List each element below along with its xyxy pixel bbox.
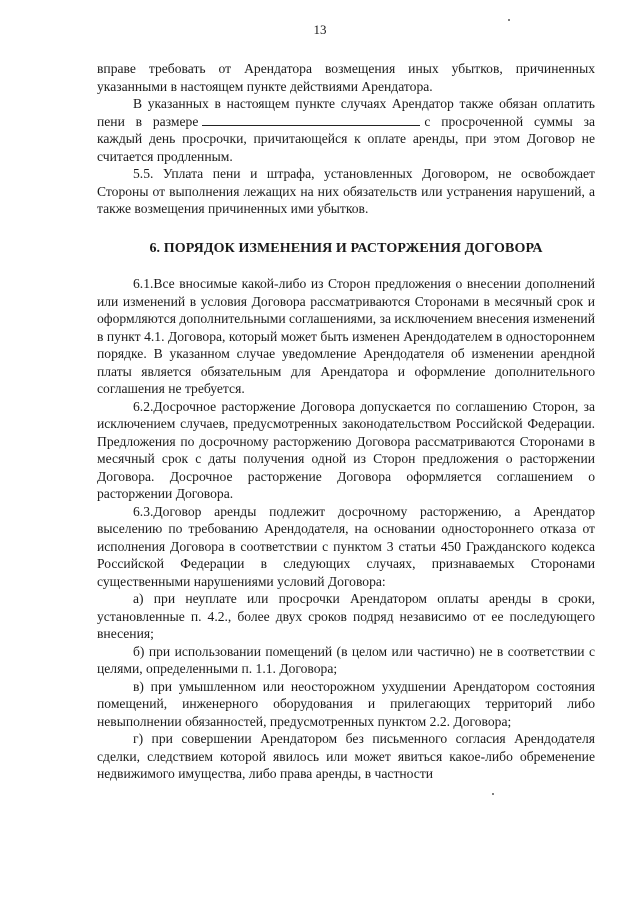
scan-speck xyxy=(492,793,494,795)
blank-fill-line xyxy=(202,113,420,126)
paragraph-continuation: вправе требовать от Арендатора возмещения иных убытков, причиненных указанными в настоящем пункте действиями Арендатора. xyxy=(97,61,595,94)
paragraph-penalty xyxy=(97,95,595,165)
paragraph-6-3: 6.3.Договор аренды подлежит досрочному расторжению, а Арендатор выселению по требованию Арендодателя, на основании одностороннего отказа от исполнения Договора в соответствии с пунктом 3 статьи 450 Гражданского кодекса Российской Федерации в следующих случаях, признаваемых Сторонами существенными нарушениями условий Договора: xyxy=(97,503,595,589)
document-body xyxy=(97,60,595,783)
list-item-b: б) при использовании помещений (в целом или частично) не в соответствии с целями, определенными п. 1.1. Договора; xyxy=(97,643,595,676)
paragraph-6-2: 6.2.Досрочное расторжение Договора допускается по соглашению Сторон, за исключением случаев, предусмотренных законодательством Российской Федерации. Предложения по досрочному расторжению Договора рассматриваются Сторонами в месячный срок с даты получения одной из Сторон предложения о расторжении Договора. Досрочное расторжение Договора оформляется соглашением о расторжении Договора. xyxy=(97,398,595,501)
list-item-g: г) при совершении Арендатором без письменного согласия Арендодателя сделки, следствием которой явилось или может явиться какое-либо обременение недвижимого имущества, либо права аренды, в частности xyxy=(97,731,595,781)
page-number: 13 xyxy=(313,22,327,37)
list-item-v: в) при умышленном или неосторожном ухудшении Арендатором состояния помещений, инженерного оборудования и прилегающих территорий либо невыполнении обязанностей, предусмотренных пунктом 2.2. Договора; xyxy=(97,678,595,729)
scan-speck xyxy=(508,19,510,21)
paragraph-penalty-start: В указанных в настоящем пункте случаях Арендатор также обязан оплатить пени в размере xyxy=(97,96,595,129)
list-item-a: а) при неуплате или просрочки Арендатором оплаты аренды в сроки, установленные п. 4.2., более двух сроков подряд независимо от ее последующего внесения; xyxy=(97,591,595,641)
paragraph-6-1: 6.1.Все вносимые какой-либо из Сторон предложения о внесении дополнений или изменений в условия Договора рассматриваются Сторонами в месячный срок и оформляются дополнительными соглашениями, за исключением внесения изменений в пункт 4.1. Договора, который может быть изменен Арендодателем в одностороннем порядке. В указанном случае уведомление Арендодателя об изменении арендной платы является обязательным для Арендатора и оформление дополнительного соглашения не требуется. xyxy=(97,276,595,396)
section-heading: 6. ПОРЯДОК ИЗМЕНЕНИЯ И РАСТОРЖЕНИЯ ДОГОВОРА xyxy=(149,240,543,256)
paragraph-5-5: 5.5. Уплата пени и штрафа, установленных Договором, не освобождает Стороны от выполнения лежащих на них обязательств или устранения нарушений, а также возмещения причиненных ими убытков. xyxy=(97,166,595,216)
paragraph-penalty-end: с просроченной суммы за каждый день просрочки, причитающейся к оплате аренды, при этом Договор не считается продленным. xyxy=(97,113,595,164)
